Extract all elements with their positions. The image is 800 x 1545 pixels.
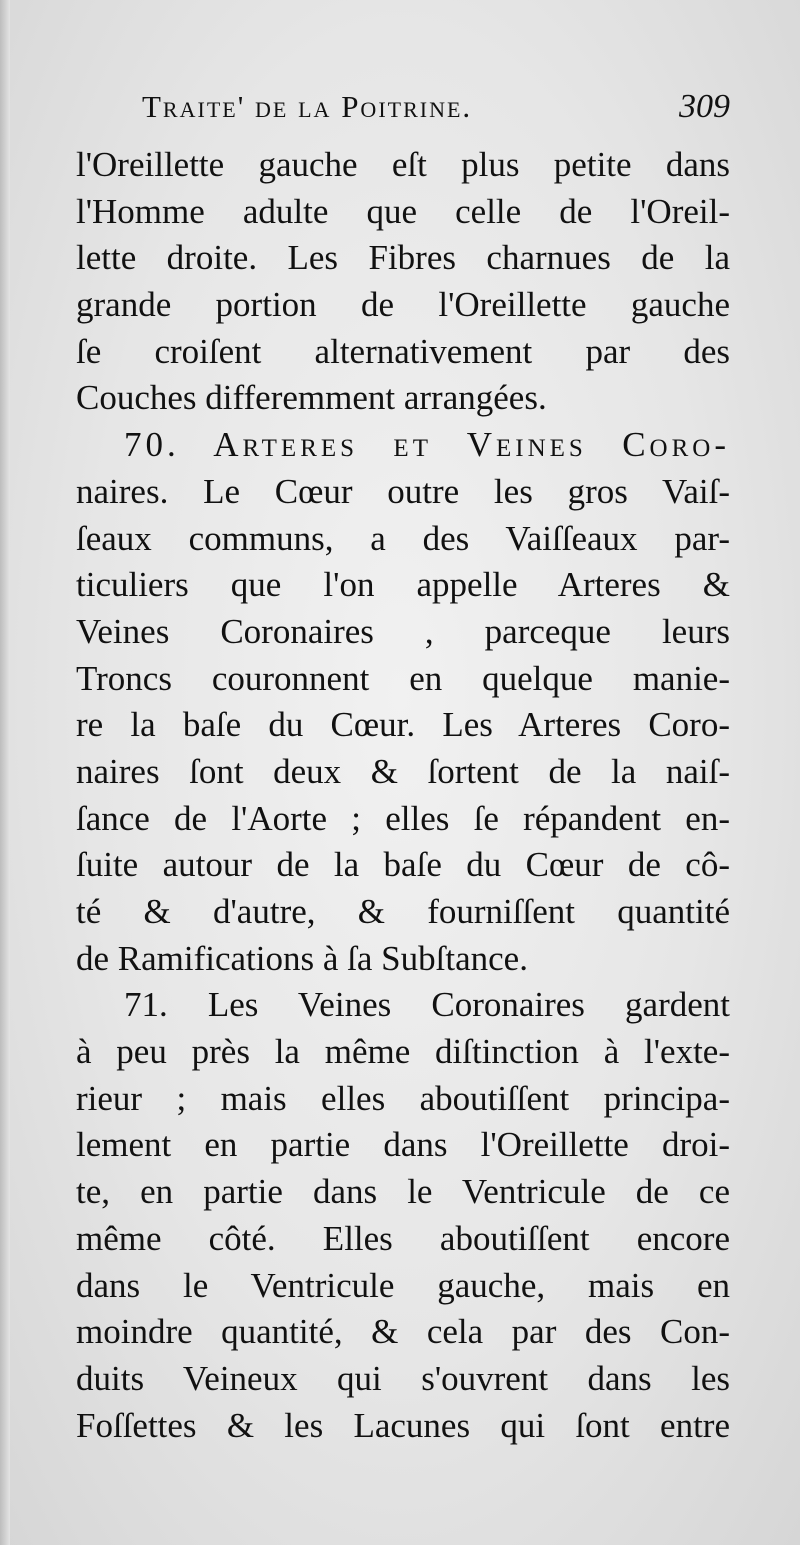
text-line: lette droite. Les Fibres charnues de la	[76, 238, 730, 278]
text-line: grande portion de l'Oreillette gauche	[76, 285, 730, 325]
text-line: de Ramifications à ſa Subſtance.	[76, 938, 528, 978]
running-title: Traite' de la Poitrine.	[142, 89, 473, 124]
text-line: Troncs couronnent en quelque manie-	[76, 658, 730, 698]
text-line: ſuite autour de la baſe du Cœur de cô-	[76, 845, 730, 885]
text-line: Couches differemment arrangées.	[76, 378, 547, 418]
text-line: 71. Les Veines Coronaires gardent	[124, 985, 730, 1025]
page-text-block	[76, 88, 730, 1449]
text-line: duits Veineux qui s'ouvrent dans les	[76, 1358, 730, 1398]
page-binding-edge	[0, 0, 10, 1545]
text-line: ſance de l'Aorte ; elles ſe répandent en-	[76, 798, 730, 838]
page-number: 309	[679, 88, 730, 125]
section-heading-line: 70. Arteres et Veines Coro-	[124, 425, 730, 465]
text-line: té & d'autre, & fourniſſent quantité	[76, 892, 730, 931]
text-line: naires. Le Cœur outre les gros Vaiſ-	[76, 471, 730, 511]
text-line: à peu près la même diſtinction à l'exte-	[76, 1032, 730, 1072]
page-header	[76, 88, 730, 142]
text-line: ticuliers que l'on appelle Arteres &	[76, 565, 730, 605]
text-line: l'Homme adulte que celle de l'Oreil-	[76, 191, 730, 231]
text-line: re la baſe du Cœur. Les Arteres Coro-	[76, 705, 730, 745]
text-line: naires ſont deux & ſortent de la naiſ-	[76, 751, 730, 791]
text-line: ſeaux communs, a des Vaiſſeaux par-	[76, 518, 730, 558]
text-line: moindre quantité, & cela par des Con-	[76, 1312, 730, 1352]
text-line: rieur ; mais elles aboutiſſent principa-	[76, 1078, 730, 1118]
text-line: ſe croiſent alternativement par des	[76, 331, 730, 371]
text-line: te, en partie dans le Ventricule de ce	[76, 1172, 730, 1212]
text-line: Foſſettes & les Lacunes qui ſont entre	[76, 1405, 730, 1445]
text-line: même côté. Elles aboutiſſent encore	[76, 1218, 730, 1258]
text-line: l'Oreillette gauche eſt plus petite dans	[76, 145, 730, 184]
text-line: Veines Coronaires , parceque leurs	[76, 611, 730, 651]
text-line: dans le Ventricule gauche, mais en	[76, 1265, 730, 1305]
text-line: lement en partie dans l'Oreillette droi-	[76, 1125, 730, 1165]
